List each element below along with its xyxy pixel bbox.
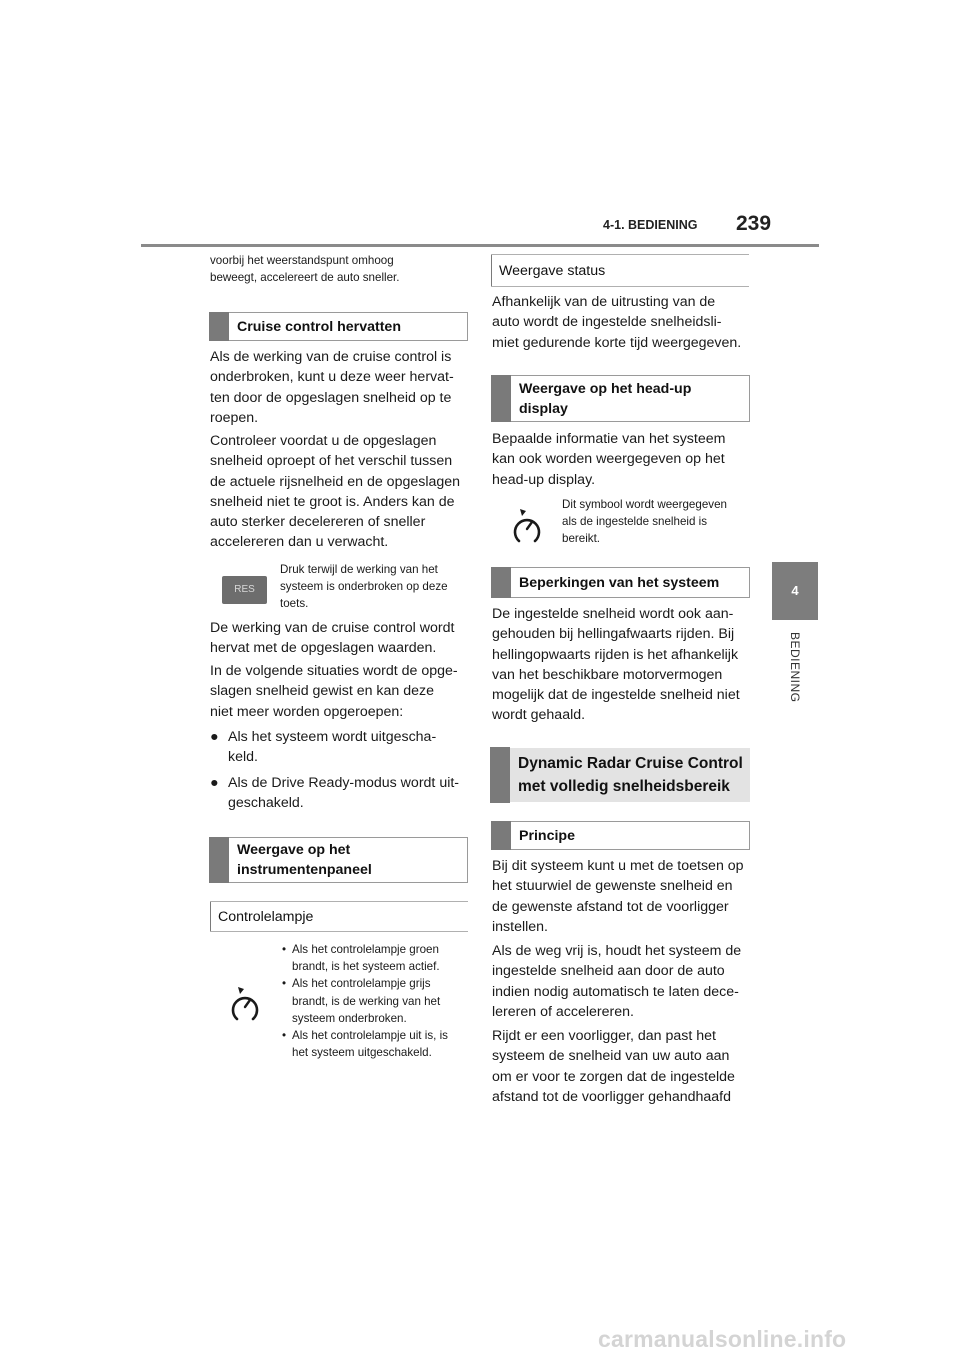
heading-head-up-display: Weergave op het head-up display [491, 375, 750, 422]
list-item: • Als het controlelampje grijs brandt, is de werking van het systeem onderbroken. [282, 977, 441, 1025]
paragraph-slope-behaviour: De ingestelde snelheid wordt ook aan- gehouden bij hellingafwaarts rijden. Bij hellingopwaarts rijden is het afhankelijk van het beschikbare motorvermogen mogelijk dat de ingestelde snelheid niet wordt gehaald. [492, 606, 740, 724]
paragraph-principle: Bij dit systeem kunt u met de toetsen op het stuurwiel de gewenste snelheid en de gewenste afstand tot de voorligger instellen. [492, 858, 744, 935]
list-item: • Als het controlelampje uit is, is het systeem uitgeschakeld. [282, 1029, 448, 1060]
intro-text: voorbij het weerstandspunt omhoog beweegt, accelereert de auto sneller. [210, 254, 400, 285]
res-button-image: RES [222, 576, 267, 604]
paragraph-check-speed: Controleer voordat u de opgeslagen snelheid oproept of het verschil tussen de actuele rijsnelheid en de opgeslagen snelheid niet te groot is. Anders kan de auto sterker decelereren of sneller accelereren dan u verwacht. [210, 433, 461, 551]
paragraph-free-road: Als de weg vrij is, houdt het systeem de ingestelde snelheid aan door de auto indien nodig automatisch te laten dece- lereren of accelereren. [492, 943, 742, 1020]
heading-system-limitations: Beperkingen van het systeem [491, 567, 750, 598]
heading-principle: Principe [491, 821, 750, 850]
paragraph-erase-situations: In de volgende situaties wordt de opge- slagen snelheid gewist en kan deze niet meer worden opgeroepen: [210, 663, 458, 720]
chapter-tab: 4 [772, 562, 818, 620]
cruise-speedometer-icon [229, 986, 261, 1022]
subheading-indicator-lamp: Controlelampje [210, 901, 468, 932]
header-rule [141, 244, 819, 247]
heading-dynamic-radar-cruise-control: Dynamic Radar Cruise Control met volledig snelheidsbereik [491, 748, 750, 802]
subheading-display-status: Weergave status [491, 254, 749, 287]
heading-instrument-panel: Weergave op het instrumentenpaneel [209, 837, 468, 883]
watermark: carmanualsonline.info [598, 1326, 847, 1352]
list-item: • Als het controlelampje groen brandt, is het systeem actief. [282, 943, 440, 974]
paragraph-vehicle-ahead: Rijdt er een voorligger, dan past het systeem de snelheid van uw auto aan om er voor te zorgen dat de ingestelde afstand tot de voorligger gehandhaafd [492, 1028, 735, 1105]
list-item: ● Als de Drive Ready-modus wordt uit- geschakeld. [210, 775, 460, 812]
paragraph-speed-limit-display: Afhankelijk van de uitrusting van de auto wordt de ingestelde snelheidsli- miet gedurende korte tijd weergegeven. [492, 294, 742, 351]
paragraph-hud-info: Bepaalde informatie van het systeem kan ook worden weergegeven op het head-up display. [492, 431, 726, 488]
chapter-label: BEDIENING [788, 632, 802, 703]
list-item: ● Als het systeem wordt uitgescha- keld. [210, 729, 437, 766]
paragraph-resume-values: De werking van de cruise control wordt hervat met de opgeslagen waarden. [210, 620, 455, 657]
heading-cruise-control-resume: Cruise control hervatten [209, 312, 468, 341]
paragraph-resume-intro: Als de werking van de cruise control is onderbroken, kunt u deze weer hervat- ten door de opgeslagen snelheid op te roepen. [210, 349, 454, 426]
res-button-note: Druk terwijl de werking van het systeem is onderbroken op deze toets. [280, 563, 448, 611]
indicator-lamp-list [282, 941, 472, 1061]
section-label: 4-1. BEDIENING [603, 218, 698, 232]
symbol-note: Dit symbool wordt weergegeven als de ingestelde snelheid is bereikt. [562, 498, 727, 546]
page-number: 239 [736, 212, 772, 235]
speed-reached-icon [511, 508, 543, 544]
